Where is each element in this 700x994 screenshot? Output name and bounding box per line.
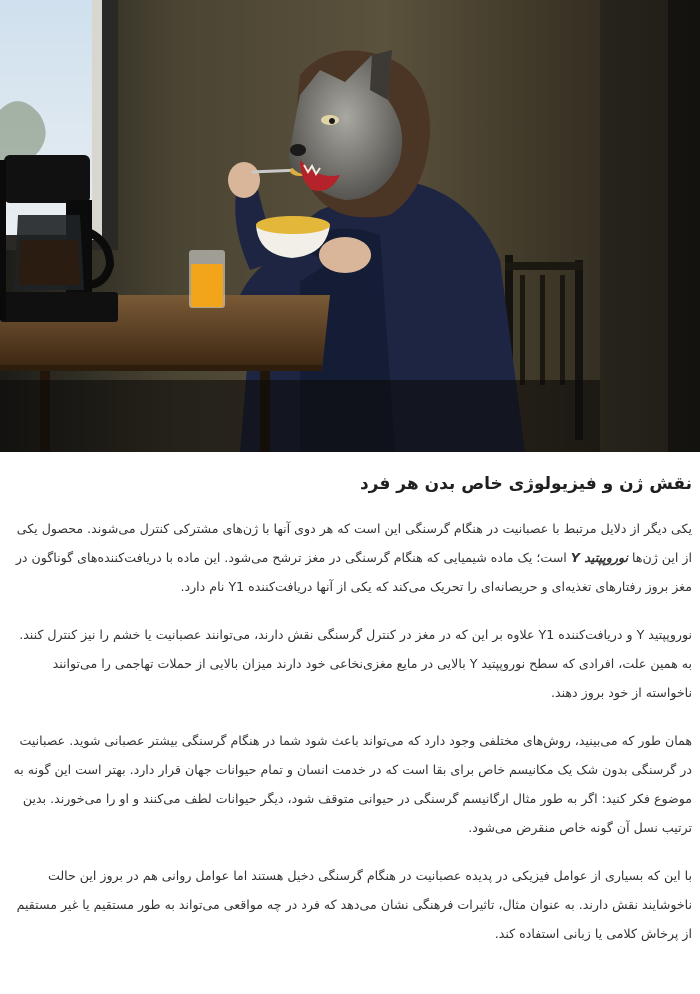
hand-spoon: [228, 162, 260, 198]
neuropeptide-y-term: نوروپپتید Y: [570, 550, 628, 565]
paragraph-psychological: با این که بسیاری از عوامل فیزیکی در پدیده عصبانیت در هنگام گرسنگی دخیل هستند اما عوامل روانی هم در بروز این حالت ناخوشایند نقش دارند. به عنوان مثال، تاثیرات فرهنگی نشان می‌دهد که فرد در چه مواقعی می‌تواند به طور مستقیم یا غیر مستقیم از پرخاش کلامی یا زبانی استفاده کند.: [16, 868, 692, 941]
paragraph-survival: همان طور که می‌بینید، روش‌های مختلفی وجود دارد که می‌تواند باعث شود شما در هنگام گرسنگی بیشتر عصبانی شوید. عصبانیت در گرسنگی بدون شک یک مکانیسم خاص برای بقا است که در خدمت انسان و تمام حیوانات جهان قرار دارد. بهتر است این گونه به موضوع فکر کنید: اگر به طور مثال ارگانیسم گرسنگی در حیوانی متوقف شود، دیگر حیوانات لطف می‌کنند و او را می‌خورند. بدین ترتیب نسل آن گونه خاص منقرض می‌شود.: [13, 733, 692, 835]
orange-juice-glass: [189, 250, 225, 308]
hand-bowl: [319, 237, 371, 273]
paragraph-genes: [6, 514, 692, 601]
section-title: نقش ژن و فیزیولوژی خاص بدن هر فرد: [359, 474, 692, 494]
paragraph-neuropeptide: نوروپپتید Y و دریافت‌کننده Y1 علاوه بر این که در مغز در کنترل گرسنگی نقش دارند، می‌توانند عصبانیت یا خشم را نیز کنترل کنند. به همین علت، افرادی که سطح نوروپپتید Y بالایی در مایع مغزی‌نخاعی خود دارند میزان بالایی از حملات تهاجمی را می‌توانند ناخواسته از خود بروز دهند.: [19, 627, 692, 700]
werewolf-breakfast-illustration: [0, 0, 700, 452]
paragraph-genes-text-a: یکی دیگر از دلایل مرتبط با عصبانیت در هنگام گرسنگی این است که هر دوی آنها با ژن‌های مشترکی کنترل می‌شوند. محصول یکی از این ژن‌ها: [16, 521, 692, 565]
paragraph-genes-text-b: است؛ یک ماده شیمیایی که هنگام گرسنگی در مغز ترشح می‌شود. این ماده با دریافت‌کننده‌های گوناگون در مغز بروز رفتارهای تغذیه‌ای و حریصانه‌ای را تحریک می‌کند که یکی از آنها دریافت‌کننده Y1 نام دارد.: [15, 550, 692, 594]
article-body: [0, 472, 700, 948]
hero-image: [0, 0, 700, 452]
